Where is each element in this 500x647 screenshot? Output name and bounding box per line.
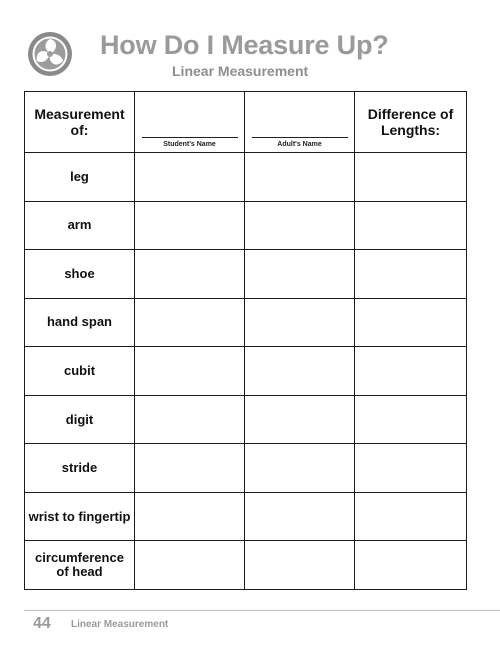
table-row <box>25 444 467 493</box>
row-label: digit <box>65 411 94 427</box>
table-row <box>25 153 467 202</box>
measurement-of-header <box>25 92 135 153</box>
table-row <box>25 492 467 541</box>
row-label-cell <box>25 395 135 444</box>
adult-value-cell[interactable] <box>245 347 355 396</box>
page-number: 44 <box>33 615 51 632</box>
adult-value-cell[interactable] <box>245 444 355 493</box>
table-row <box>25 541 467 590</box>
adult-value-cell[interactable] <box>245 250 355 299</box>
student-value-cell[interactable] <box>135 298 245 347</box>
row-label-cell <box>25 201 135 250</box>
adult-value-cell[interactable] <box>245 201 355 250</box>
student-value-cell[interactable] <box>135 347 245 396</box>
student-value-cell[interactable] <box>135 492 245 541</box>
student-value-cell[interactable] <box>135 250 245 299</box>
row-label: hand span <box>46 314 112 330</box>
triple-swirl-icon <box>27 31 73 77</box>
row-label: stride <box>61 460 98 476</box>
difference-value-cell[interactable] <box>355 347 467 396</box>
footer-divider <box>24 610 500 611</box>
table-header-row <box>25 92 467 153</box>
row-label-cell <box>25 541 135 590</box>
table-row <box>25 395 467 444</box>
difference-value-cell[interactable] <box>355 201 467 250</box>
student-value-cell[interactable] <box>135 153 245 202</box>
adult-value-cell[interactable] <box>245 395 355 444</box>
row-label: shoe <box>64 265 95 281</box>
row-label-cell <box>25 347 135 396</box>
student-name-caption: Student's Name <box>163 141 216 149</box>
table-row <box>25 298 467 347</box>
row-label-cell <box>25 153 135 202</box>
adult-value-cell[interactable] <box>245 541 355 590</box>
difference-value-cell[interactable] <box>355 492 467 541</box>
student-name-line <box>142 137 238 138</box>
difference-value-cell[interactable] <box>355 250 467 299</box>
difference-header <box>355 92 467 153</box>
measurement-table <box>24 91 467 590</box>
row-label: cubit <box>63 363 96 378</box>
student-name-header[interactable] <box>135 92 245 153</box>
row-label: circumference of head <box>35 550 124 580</box>
difference-value-cell[interactable] <box>355 153 467 202</box>
measurement-of-label: Measurement of: <box>34 106 125 139</box>
difference-value-cell[interactable] <box>355 298 467 347</box>
student-value-cell[interactable] <box>135 201 245 250</box>
student-value-cell[interactable] <box>135 395 245 444</box>
footer-section-title: Linear Measurement <box>71 619 169 630</box>
row-label-cell <box>25 250 135 299</box>
row-label: wrist to fingertip <box>28 508 131 524</box>
adult-value-cell[interactable] <box>245 153 355 202</box>
difference-value-cell[interactable] <box>355 444 467 493</box>
adult-value-cell[interactable] <box>245 492 355 541</box>
student-value-cell[interactable] <box>135 444 245 493</box>
difference-value-cell[interactable] <box>355 541 467 590</box>
table-row <box>25 201 467 250</box>
row-label: arm <box>67 217 92 233</box>
adult-name-line <box>252 137 348 138</box>
row-label-cell <box>25 298 135 347</box>
table-row <box>25 250 467 299</box>
row-label: leg <box>70 168 89 184</box>
page-subtitle: Linear Measurement <box>172 63 309 79</box>
student-value-cell[interactable] <box>135 541 245 590</box>
adult-name-caption: Adult's Name <box>277 141 322 149</box>
difference-label: Difference of Lengths: <box>367 106 454 139</box>
difference-value-cell[interactable] <box>355 395 467 444</box>
table-row <box>25 347 467 396</box>
row-label-cell <box>25 444 135 493</box>
page-title: How Do I Measure Up? <box>100 30 389 60</box>
row-label-cell <box>25 492 135 541</box>
adult-value-cell[interactable] <box>245 298 355 347</box>
adult-name-header[interactable] <box>245 92 355 153</box>
